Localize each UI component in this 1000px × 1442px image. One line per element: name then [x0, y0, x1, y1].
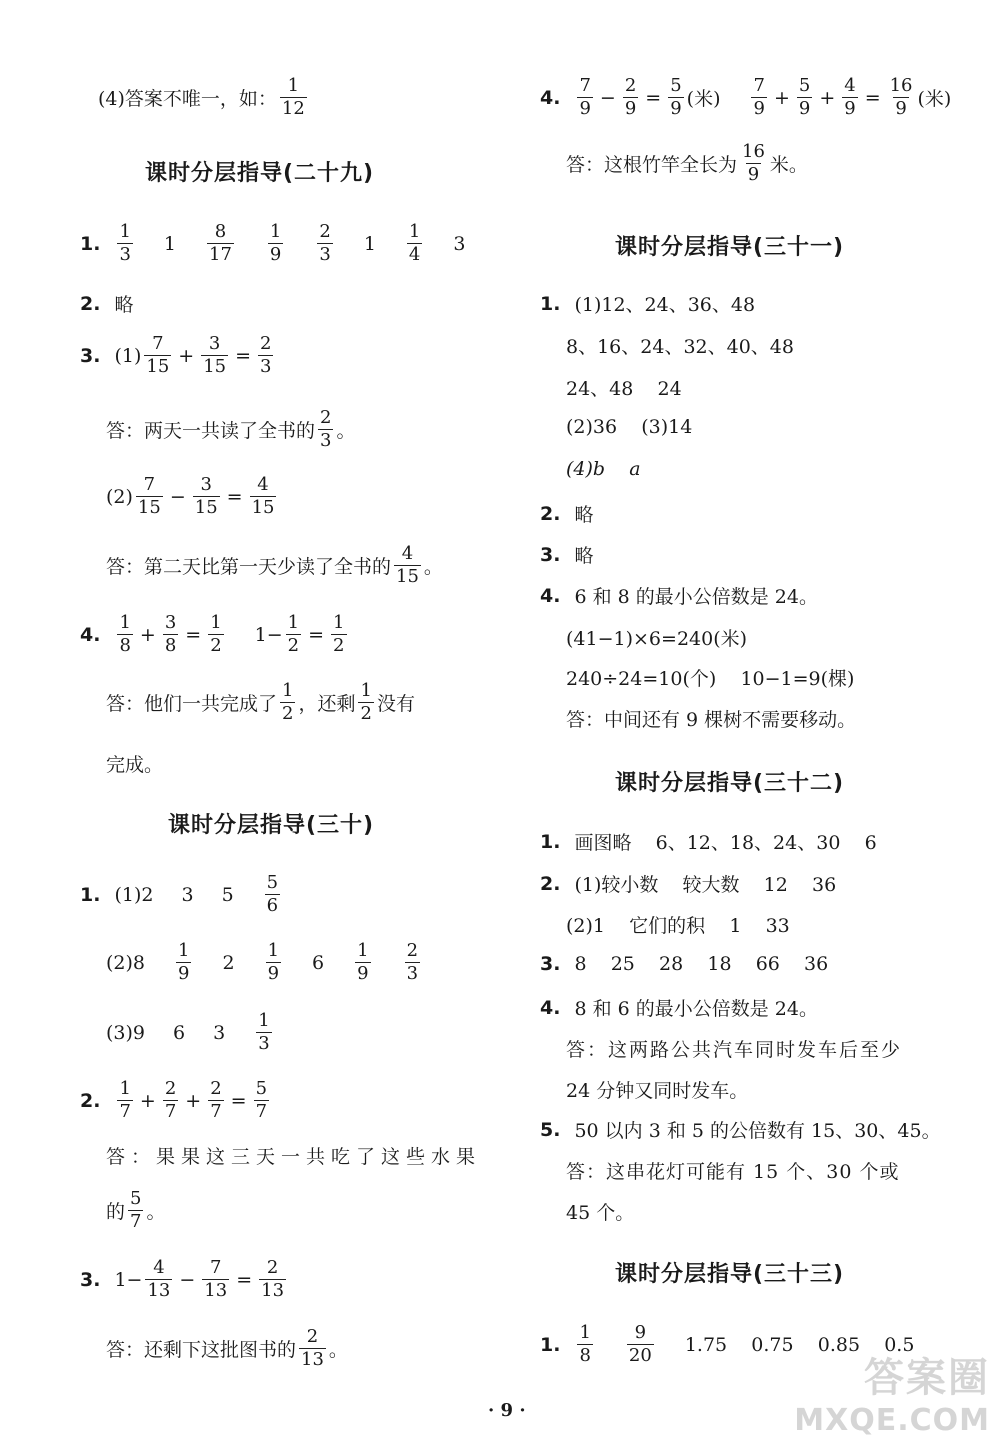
fraction: $\frac{8}{17}$ [209, 221, 232, 265]
watermark-logo: 答案圈 MXQE.COM [794, 1355, 990, 1438]
s32-line-2: 2. (1)较小数 较大数 12 36 [540, 872, 837, 896]
fraction: $\frac{1}{9}$ [269, 221, 282, 265]
s29-q3a: 3. (1) $\frac{7}{15}$ + $\frac{3}{15}$ = $\frac{2}{3}$ [80, 333, 272, 377]
s31-line-9: (41−1)×6=240(米) [566, 628, 748, 650]
fraction: $\frac{3}{8}$ [164, 612, 177, 656]
fraction: $\frac{5}{9}$ [798, 75, 811, 119]
heading-29: 课时分层指导(二十九) [145, 161, 375, 186]
s29-a3b: 答：第二天比第一天少读了全书的 $\frac{4}{15}$ 。 [106, 543, 443, 587]
fraction: $\frac{2}{13}$ [301, 1326, 324, 1370]
s29-q3b: (2) $\frac{7}{15}$ − $\frac{3}{15}$ = $\frac{4}{15}$ [106, 474, 275, 518]
s30-q1a: 1. (1)2 3 5 $\frac{5}{6}$ [80, 872, 279, 916]
fraction: $\frac{2}{13}$ [261, 1257, 285, 1301]
fraction: $\frac{7}{9}$ [753, 75, 765, 119]
fraction: $\frac{4}{15}$ [396, 543, 419, 587]
fraction: $\frac{7}{13}$ [204, 1257, 228, 1301]
fraction: $\frac{1}{7}$ [119, 1078, 131, 1122]
s31-line-7: 3. 略 [540, 543, 594, 567]
fraction: $\frac{2}{3}$ [319, 221, 331, 265]
s30-q3: 3. 1− $\frac{4}{13}$ − $\frac{7}{13}$ = $\frac{2}{13}$ [80, 1257, 285, 1301]
s29-a4: 答：他们一共完成了 $\frac{1}{2}$ ，还剩 $\frac{1}{2}$ 没有 [106, 680, 415, 724]
s32-line-1: 1. 画图略 6、12、18、24、30 6 [540, 830, 877, 854]
heading-30: 课时分层指导(三十) [168, 813, 375, 838]
fraction: $\frac{1}{2}$ [333, 612, 345, 656]
fraction: $\frac{5}{9}$ [670, 75, 682, 119]
fraction: $\frac{1}{4}$ [408, 221, 421, 265]
fraction: $\frac{2}{3}$ [320, 407, 332, 451]
s32-line-9: 答：这串花灯可能有 15 个、30 个或 [566, 1161, 900, 1183]
s32-line-6: 答：这两路公共汽车同时发车后至少 [566, 1039, 903, 1061]
fraction: $\frac{1}{3}$ [258, 1010, 270, 1054]
s31-line-3: 24、48 24 [566, 378, 682, 400]
s33-q1: 1. $\frac{1}{8}$ $\frac{9}{20}$ 1.75 0.75 0.85 0.5 [540, 1322, 915, 1366]
fraction: $\frac{1}{8}$ [579, 1322, 591, 1366]
fraction: $\frac{1}{2}$ [282, 680, 294, 724]
s32-line-8: 5. 50 以内 3 和 5 的公倍数有 15、30、45。 [540, 1118, 941, 1142]
fraction: $\frac{16}{9}$ [742, 141, 765, 185]
fraction: $\frac{1}{9}$ [357, 940, 369, 984]
s30-a2b: 的 $\frac{5}{7}$ 。 [106, 1188, 166, 1232]
s32-line-4: 3. 8 25 28 18 66 36 [540, 953, 829, 975]
s29-a4b: 完成。 [106, 754, 164, 776]
heading-33: 课时分层指导(三十三) [615, 1262, 845, 1287]
fraction: $\frac{9}{20}$ [628, 1322, 652, 1366]
fraction: $\frac{4}{9}$ [844, 75, 856, 119]
fraction: $\frac{1}{8}$ [119, 612, 131, 656]
fraction: $\frac{2}{7}$ [164, 1078, 177, 1122]
fraction: $\frac{1}{2}$ [287, 612, 300, 656]
fraction: $\frac{7}{15}$ [137, 474, 161, 518]
fraction: $\frac{5}{7}$ [130, 1188, 142, 1232]
s31-line-4: (2)36 (3)14 [566, 416, 693, 438]
fraction: $\frac{2}{3}$ [406, 940, 419, 984]
s31-line-11: 答：中间还有 9 棵树不需要移动。 [566, 709, 857, 731]
fraction: $\frac{2}{9}$ [624, 75, 637, 119]
fraction: $\frac{16}{9}$ [889, 75, 913, 119]
fraction: $\frac{1}{3}$ [119, 221, 131, 265]
fraction: $\frac{7}{9}$ [579, 75, 591, 119]
s31-line-8: 4. 6 和 8 的最小公倍数是 24。 [540, 584, 818, 608]
s30-q1c: (3)9 6 3 $\frac{1}{3}$ [106, 1010, 270, 1054]
s29-q1: 1. $\frac{1}{3}$ 1 $\frac{8}{17}$ $\frac{1}{9}$ $\frac{2}{3}$ 1 $\frac{1}{4}$ 3 [80, 221, 466, 265]
fraction: $\frac{1}{12}$ [281, 75, 305, 119]
heading-31: 课时分层指导(三十一) [615, 235, 845, 260]
r-q4: 4. $\frac{7}{9}$ − $\frac{2}{9}$ = $\frac{5}{9}$ (米) $\frac{7}{9}$ + $\frac{5}{9}$ + $\frac{4}{9}$ = $\frac{16}{9}$ (米) [540, 75, 952, 119]
fraction: $\frac{2}{7}$ [210, 1078, 222, 1122]
fraction: $\frac{4}{13}$ [147, 1257, 171, 1301]
s32-line-10: 45 个。 [566, 1202, 635, 1224]
s30-a3: 答：还剩下这批图书的 $\frac{2}{13}$ 。 [106, 1326, 348, 1370]
fraction: $\frac{4}{15}$ [251, 474, 275, 518]
s31-line-6: 2. 略 [540, 502, 594, 526]
fraction: $\frac{5}{6}$ [266, 872, 279, 916]
s31-line-10: 240÷24=10(个) 10−1=9(棵) [566, 668, 855, 690]
s30-q2: 2. $\frac{1}{7}$ + $\frac{2}{7}$ + $\frac{2}{7}$ = $\frac{5}{7}$ [80, 1078, 268, 1122]
fraction: $\frac{5}{7}$ [255, 1078, 268, 1122]
heading-32: 课时分层指导(三十二) [615, 771, 845, 796]
fraction: $\frac{1}{2}$ [360, 680, 372, 724]
page-number: · 9 · [488, 1400, 526, 1421]
s32-line-3: (2)1 它们的积 1 33 [566, 915, 790, 937]
s29-q2: 2. 略 [80, 292, 134, 316]
s31-line-2: 8、16、24、32、40、48 [566, 336, 794, 358]
fraction: $\frac{3}{15}$ [194, 474, 218, 518]
fraction: $\frac{1}{9}$ [178, 940, 190, 984]
fraction: $\frac{7}{15}$ [146, 333, 170, 377]
s29-a3a: 答：两天一共读了全书的 $\frac{2}{3}$ 。 [106, 407, 356, 451]
s30-a2: 答：果果这三天一共吃了这些水果 [106, 1146, 482, 1168]
fraction: $\frac{1}{9}$ [267, 940, 280, 984]
s30-q1b: (2)8 $\frac{1}{9}$ 2 $\frac{1}{9}$ 6 $\frac{1}{9}$ $\frac{2}{3}$ [106, 940, 419, 984]
fraction: $\frac{3}{15}$ [203, 333, 227, 377]
fraction: $\frac{1}{2}$ [210, 612, 222, 656]
s31-line-5: (4)b a [566, 458, 641, 480]
s32-line-5: 4. 8 和 6 的最小公倍数是 24。 [540, 996, 818, 1020]
r-a4: 答：这根竹竿全长为 $\frac{16}{9}$ 米。 [566, 141, 808, 185]
fraction: $\frac{2}{3}$ [260, 333, 272, 377]
s29-q4: 4. $\frac{1}{8}$ + $\frac{3}{8}$ = $\frac{1}{2}$ 1− $\frac{1}{2}$ = $\frac{1}{2}$ [80, 612, 345, 656]
left-line-0: (4)答案不唯一，如： $\frac{1}{12}$ [98, 75, 305, 119]
s32-line-7: 24 分钟又同时发车。 [566, 1080, 749, 1102]
s31-line-1: 1. (1)12、24、36、48 [540, 292, 756, 316]
